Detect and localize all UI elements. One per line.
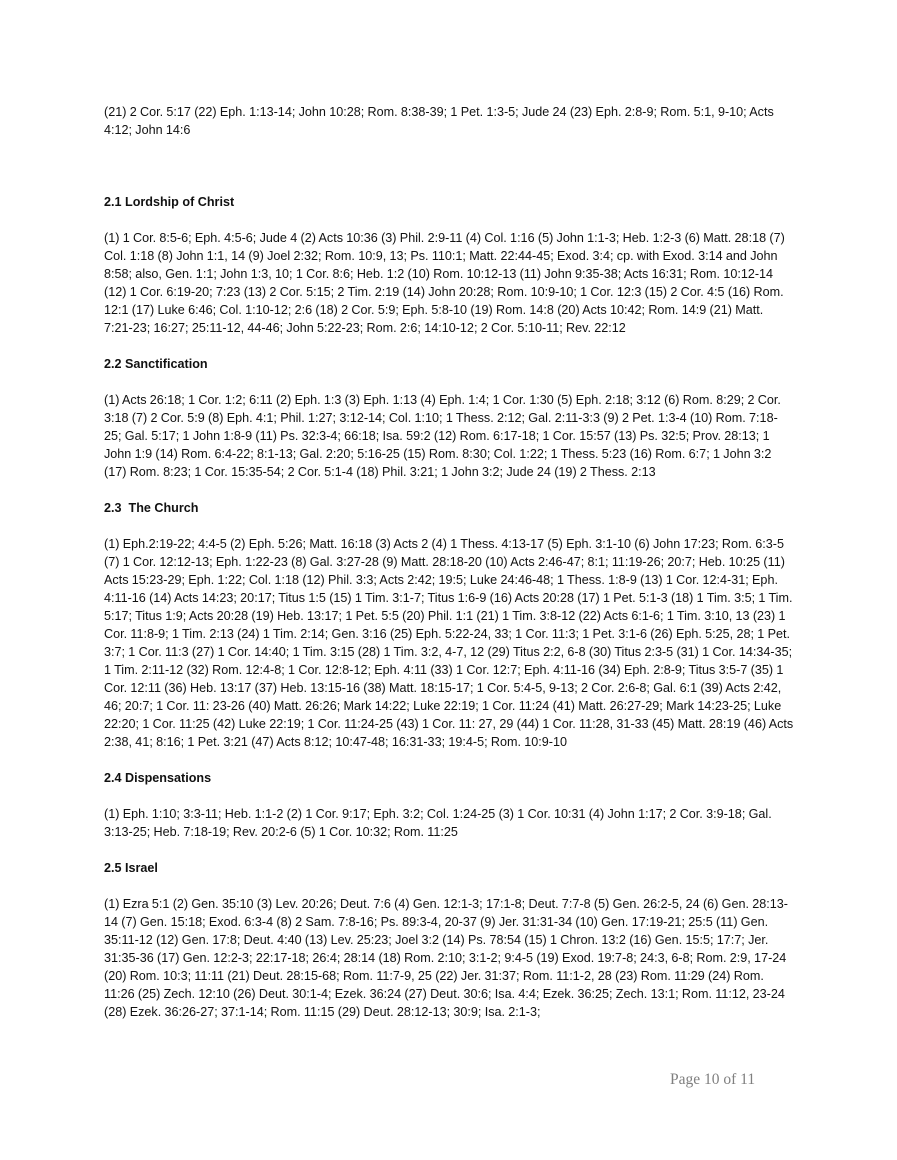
page-number: Page 10 of 11	[670, 1071, 756, 1088]
document-content	[104, 103, 794, 1021]
section-heading-lordship: 2.1 Lordship of Christ	[104, 195, 235, 209]
section-text-sanctification: (1) Acts 26:18; 1 Cor. 1:2; 6:11 (2) Eph. 1:3 (3) Eph. 1:13 (4) Eph. 1:4; 1 Cor. 1:30 (5) Eph. 2:18; 3:12 (6) Rom. 8:29; 2 Cor. 3:18 (7) 2 Cor. 5:9 (8) Eph. 4:1; Phil. 1:27; 3:12-14; Col. 1:10; 1 Thess. 2:12; Gal. 2:11-3:3 (9) 2 Pet. 1:3-4 (10) Rom. 7:18-25; Gal. 5:17; 1 John 1:8-9 (11) Ps. 32:3-4; 66:18; Isa. 59:2 (12) Rom. 6:17-18; 1 Cor. 15:57 (13) Ps. 32:5; Prov. 28:13; 1 John 1:9 (14) Rom. 6:4-22; 8:1-13; Gal. 2:20; 5:16-25 (15) Rom. 8:30; Col. 1:22; 1 Thess. 5:23 (16) Rom. 6:7; 1 John 3:2 (17) Rom. 8:23; 1 Cor. 15:35-54; 2 Cor. 5:1-4 (18) Phil. 3:21; 1 John 3:2; Jude 24 (19) 2 Thess. 2:13	[104, 393, 781, 479]
section-heading-sanctification: 2.2 Sanctification	[104, 357, 208, 371]
section-text-israel: (1) Ezra 5:1 (2) Gen. 35:10 (3) Lev. 20:26; Deut. 7:6 (4) Gen. 12:1-3; 17:1-8; Deut. 7:7-8 (5) Gen. 26:2-5, 24 (6) Gen. 28:13-14 (7) Gen. 15:18; Exod. 6:3-4 (8) 2 Sam. 7:8-16; Ps. 89:3-4, 20-37 (9) Jer. 31:31-34 (10) Gen. 17:19-21; 25:5 (11) Gen. 35:11-12 (12) Gen. 17:8; Deut. 4:40 (13) Lev. 25:23; Joel 3:2 (14) Ps. 78:54 (15) 1 Chron. 13:2 (16) Gen. 15:5; 17:7; Jer. 31:35-36 (17) Gen. 12:2-3; 22:17-18; 26:4; 28:14 (18) Rom. 2:10; 3:1-2; 9:4-5 (19) Exod. 19:7-8; 24:3, 6-8; Rom. 2:9, 17-24 (20) Rom. 10:3; 11:11 (21) Deut. 28:15-68; Rom. 11:7-9, 25 (22) Jer. 31:37; Rom. 11:1-2, 28 (23) Rom. 11:29 (24) Rom. 11:26 (25) Zech. 12:10 (26) Deut. 30:1-4; Ezek. 36:24 (27) Deut. 30:6; Isa. 4:4; Ezek. 36:25; Zech. 13:1; Rom. 11:12, 23-24 (28) Ezek. 36:26-27; 37:1-14; Rom. 11:15 (29) Deut. 28:12-13; 30:9; Isa. 2:1-3;	[104, 897, 788, 1019]
section-heading-dispensations: 2.4 Dispensations	[104, 771, 212, 785]
section-heading-church: 2.3 The Church	[104, 501, 199, 515]
intro-paragraph: (21) 2 Cor. 5:17 (22) Eph. 1:13-14; John 10:28; Rom. 8:38-39; 1 Pet. 1:3-5; Jude 24 (23) Eph. 2:8-9; Rom. 5:1, 9-10; Acts 4:12; John 14:6	[104, 105, 774, 137]
section-heading-israel: 2.5 Israel	[104, 861, 158, 875]
section-text-church: (1) Eph.2:19-22; 4:4-5 (2) Eph. 5:26; Matt. 16:18 (3) Acts 2 (4) 1 Thess. 4:13-17 (5) Eph. 3:1-10 (6) John 17:23; Rom. 6:3-5 (7) 1 Cor. 12:12-13; Eph. 1:22-23 (8) Gal. 3:27-28 (9) Matt. 28:18-20 (10) Acts 2:46-47; 8:1; 11:19-26; 20:7; Heb. 10:25 (11) Acts 15:23-29; Eph. 1:22; Col. 1:18 (12) Phil. 3:3; Acts 2:42; 19:5; Luke 24:46-48; 1 Thess. 1:8-9 (13) 1 Cor. 12:4-31; Eph. 4:11-16 (14) Acts 14:23; 20:17; Titus 1:5 (15) 1 Tim. 3:1-7; Titus 1:6-9 (16) Acts 20:28 (17) 1 Pet. 5:1-3 (18) 1 Tim. 3:5; 1 Tim. 5:17; Titus 1:9; Acts 20:28 (19) Heb. 13:17; 1 Pet. 5:5 (20) Phil. 1:1 (21) 1 Tim. 3:8-12 (22) Acts 6:1-6; 1 Tim. 3:10, 13 (23) 1 Cor. 11:8-9; 1 Tim. 2:13 (24) 1 Tim. 2:14; Gen. 3:16 (25) Eph. 5:22-24, 33; 1 Cor. 11:3; 1 Pet. 3:1-6 (26) Eph. 5:25, 28; 1 Pet. 3:7; 1 Cor. 11:3 (27) 1 Cor. 14:40; 1 Tim. 3:15 (28) 1 Tim. 3:2, 4-7, 12 (29) Titus 2:2, 6-8 (30) Titus 2:3-5 (31) 1 Cor. 14:34-35; 1 Tim. 2:11-12 (32) Rom. 12:4-8; 1 Cor. 12:8-12; Eph. 4:11 (33) 1 Cor. 12:7; Eph. 4:11-16 (34) Eph. 2:8-9; Titus 3:5-7 (35) 1 Cor. 12:11 (36) Heb. 13:17 (37) Heb. 13:15-16 (38) Matt. 18:15-17; 1 Cor. 5:4-5, 9-13; 2 Cor. 2:6-8; Gal. 6:1 (39) Acts 2:42, 46; 20:7; 1 Cor. 11: 23-26 (40) Matt. 26:26; Mark 14:22; Luke 22:19; 1 Cor. 11:24 (41) Matt. 26:27-29; Mark 14:23-25; Luke 22:20; 1 Cor. 11:25 (42) Luke 22:19; 1 Cor. 11:24-25 (43) 1 Cor. 11: 27, 29 (44) 1 Cor. 11:28, 31-33 (45) Matt. 28:19 (46) Acts 2:38, 41; 8:16; 1 Pet. 3:21 (47) Acts 8:12; 10:47-48; 16:31-33; 19:4-5; Rom. 10:9-10	[104, 537, 794, 749]
section-text-dispensations: (1) Eph. 1:10; 3:3-11; Heb. 1:1-2 (2) 1 Cor. 9:17; Eph. 3:2; Col. 1:24-25 (3) 1 Cor. 10:31 (4) John 1:17; 2 Cor. 3:9-18; Gal. 3:13-25; Heb. 7:18-19; Rev. 20:2-6 (5) 1 Cor. 10:32; Rom. 11:25	[104, 807, 772, 839]
section-text-lordship: (1) 1 Cor. 8:5-6; Eph. 4:5-6; Jude 4 (2) Acts 10:36 (3) Phil. 2:9-11 (4) Col. 1:16 (5) John 1:1-3; Heb. 1:2-3 (6) Matt. 28:18 (7) Col. 1:18 (8) John 1:1, 14 (9) Joel 2:32; Rom. 10:9, 13; Ps. 110:1; Matt. 22:44-45; Exod. 3:4; cp. with Exod. 3:14 and John 8:58; also, Gen. 1:1; John 1:3, 10; 1 Cor. 8:6; Heb. 1:2 (10) Rom. 10:12-13 (11) John 9:35-38; Acts 16:31; Rom. 10:12-14 (12) 1 Cor. 6:19-20; 7:23 (13) 2 Cor. 5:15; 2 Tim. 2:19 (14) John 20:28; Rom. 10:9-10; 1 Cor. 12:3 (15) 2 Cor. 4:5 (16) Rom. 12:1 (17) Luke 6:46; Col. 1:10-12; 2:6 (18) 2 Cor. 5:9; Eph. 5:8-10 (19) Rom. 14:8 (20) Acts 10:42; Rom. 14:9 (21) Matt. 7:21-23; 16:27; 25:11-12, 44-46; John 5:22-23; Rom. 2:6; 14:10-12; 2 Cor. 5:10-11; Rev. 22:12	[104, 231, 785, 335]
